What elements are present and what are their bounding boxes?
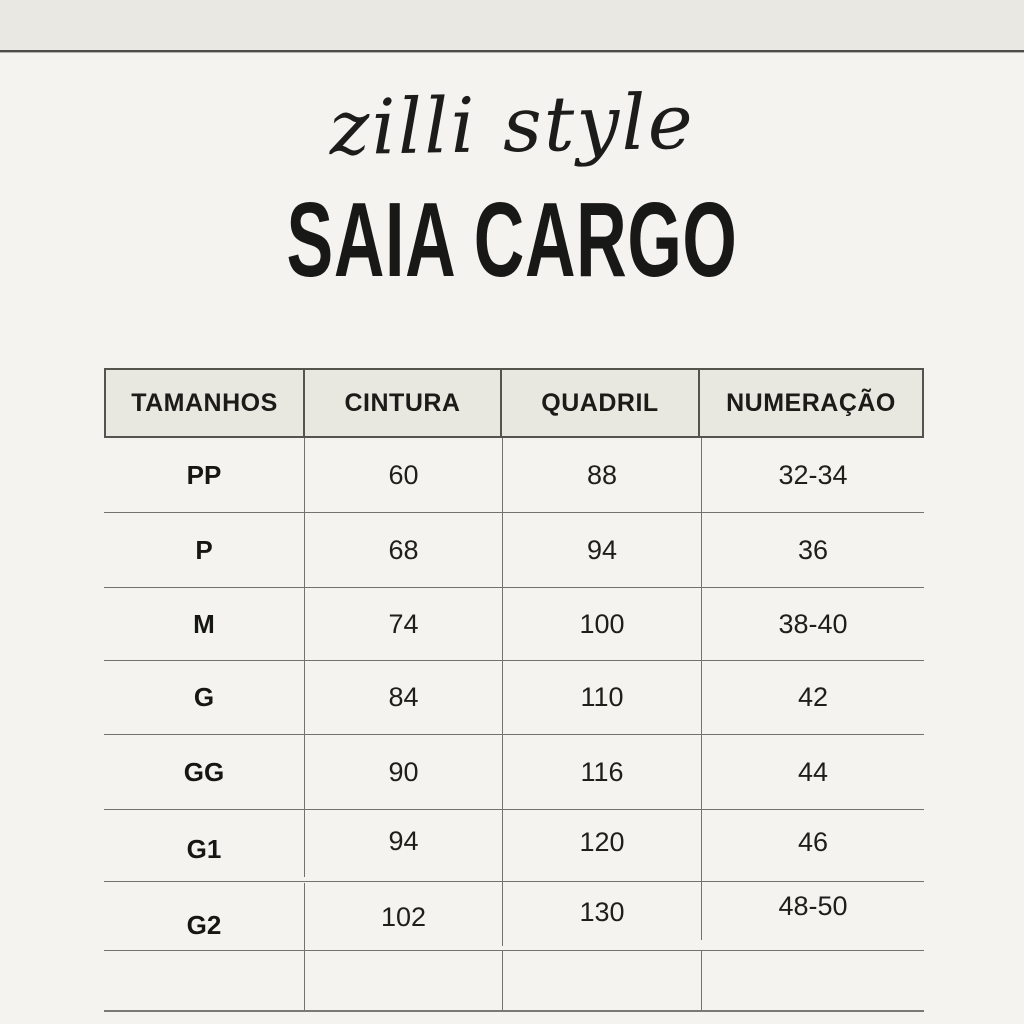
numeracao-cell: 38-40 (701, 588, 924, 660)
cintura-cell: 90 (304, 735, 502, 809)
table-body (104, 438, 924, 1012)
size-cell: G (193, 682, 215, 712)
cintura-cell (304, 951, 502, 1010)
table-row-empty (104, 951, 924, 1012)
size-cell: G2 (186, 909, 222, 940)
header-cell-numeracao: NUMERAÇÃO (726, 388, 896, 417)
header-cell-cintura: CINTURA (305, 370, 502, 436)
header-cell-quadril: QUADRIL (502, 370, 700, 436)
quadril-cell: 130 (502, 878, 701, 946)
table-header-row (104, 368, 924, 438)
size-cell: G1 (186, 834, 222, 864)
cintura-cell: 94 (304, 806, 502, 877)
quadril-cell: 100 (502, 588, 701, 660)
quadril-cell: 88 (502, 438, 701, 512)
size-cell: GG (183, 756, 225, 787)
size-cell (104, 951, 304, 1010)
table-row (104, 735, 924, 810)
quadril-cell: 120 (502, 807, 701, 878)
cintura-cell: 102 (304, 883, 502, 951)
size-chart-table (104, 368, 924, 1012)
size-cell: M (193, 608, 215, 639)
product-title: SAIA CARGO (286, 181, 738, 299)
top-band (0, 0, 1024, 52)
size-cell: PP (186, 459, 222, 490)
header-cell-tamanhos: TAMANHOS (106, 370, 305, 436)
numeracao-cell: 36 (701, 513, 924, 587)
cintura-cell: 60 (304, 438, 502, 512)
table-row (104, 588, 924, 661)
table-row (104, 661, 924, 735)
numeracao-cell: 44 (701, 735, 924, 809)
table-row (104, 513, 924, 588)
quadril-cell (502, 951, 701, 1010)
brand-logo: zilli style (328, 76, 696, 172)
numeracao-cell: 32-34 (701, 438, 924, 512)
numeracao-cell: 46 (701, 807, 924, 878)
quadril-cell: 110 (502, 661, 701, 734)
numeracao-cell (701, 951, 924, 1010)
size-cell: P (195, 534, 213, 565)
table-row (104, 438, 924, 513)
cintura-cell: 74 (304, 588, 502, 660)
cintura-cell: 68 (304, 513, 502, 587)
numeracao-cell: 42 (701, 661, 924, 734)
quadril-cell: 116 (502, 735, 701, 809)
cintura-cell: 84 (304, 661, 502, 734)
table-row (104, 882, 924, 951)
quadril-cell: 94 (502, 513, 701, 587)
numeracao-cell: 48-50 (701, 872, 924, 940)
